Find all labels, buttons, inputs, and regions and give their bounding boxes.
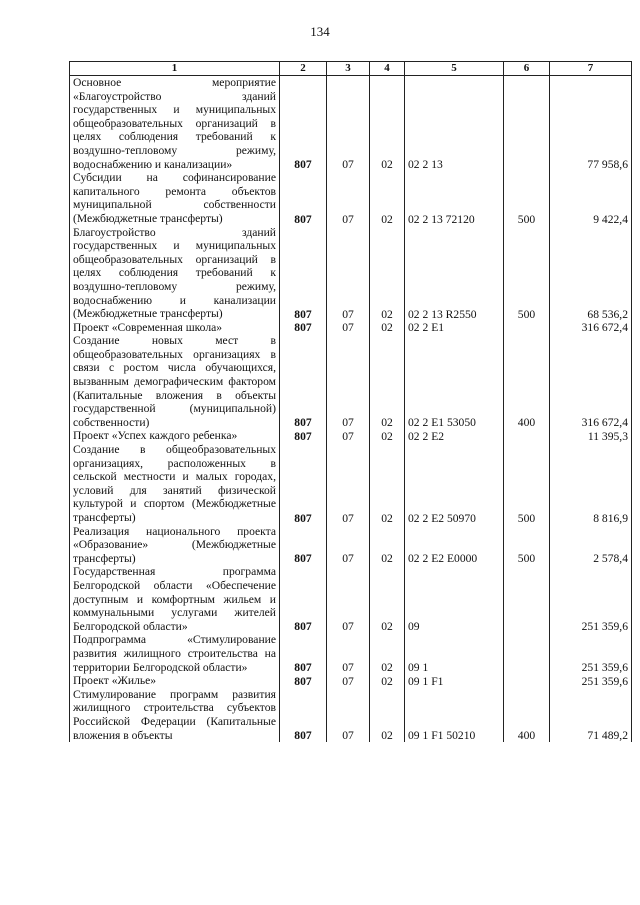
cell-grbs: 807 bbox=[280, 688, 327, 742]
cell-csr: 02 2 13 72120 bbox=[405, 171, 504, 225]
cell-sum: 68 536,2 bbox=[550, 226, 632, 321]
cell-vr bbox=[504, 76, 550, 172]
cell-sum: 71 489,2 bbox=[550, 688, 632, 742]
cell-csr: 02 2 E2 bbox=[405, 429, 504, 443]
cell-name: Создание в общеобразовательных организациях, расположенных в сельской местности и малых городах, условий для занятий физической культурой и спортом (Межбюджетные трансферты) bbox=[70, 443, 280, 525]
table-row bbox=[70, 443, 632, 525]
cell-vr bbox=[504, 674, 550, 688]
cell-pr: 02 bbox=[370, 334, 405, 429]
cell-grbs: 807 bbox=[280, 76, 327, 172]
cell-rz: 07 bbox=[327, 334, 370, 429]
cell-name: Проект «Жилье» bbox=[70, 674, 280, 688]
cell-rz: 07 bbox=[327, 633, 370, 674]
cell-rz: 07 bbox=[327, 429, 370, 443]
cell-sum: 9 422,4 bbox=[550, 171, 632, 225]
cell-vr: 500 bbox=[504, 525, 550, 566]
column-header: 1 bbox=[70, 62, 280, 76]
cell-name: Основное мероприятие «Благоустройство зданий государственных и муниципальных общеобразовательных организаций в целях соблюдения требований к воздушно-тепловому режиму, водоснабжению и канализации» bbox=[70, 76, 280, 172]
cell-csr: 09 1 F1 bbox=[405, 674, 504, 688]
cell-grbs: 807 bbox=[280, 171, 327, 225]
table-row bbox=[70, 429, 632, 443]
column-header: 7 bbox=[550, 62, 632, 76]
table-row bbox=[70, 334, 632, 429]
cell-csr: 02 2 13 bbox=[405, 76, 504, 172]
cell-csr: 09 1 bbox=[405, 633, 504, 674]
cell-vr bbox=[504, 321, 550, 335]
cell-sum: 251 359,6 bbox=[550, 674, 632, 688]
column-header: 3 bbox=[327, 62, 370, 76]
cell-name: Государственная программа Белгородской области «Обеспечение доступным и комфортным жильем и коммунальными услугами жителей Белгородской области» bbox=[70, 565, 280, 633]
cell-pr: 02 bbox=[370, 171, 405, 225]
cell-vr: 500 bbox=[504, 226, 550, 321]
cell-pr: 02 bbox=[370, 321, 405, 335]
table-header-row bbox=[70, 62, 632, 76]
cell-name: Реализация национального проекта «Образование» (Межбюджетные трансферты) bbox=[70, 525, 280, 566]
cell-pr: 02 bbox=[370, 633, 405, 674]
cell-name: Подпрограмма «Стимулирование развития жилищного строительства на территории Белгородской области» bbox=[70, 633, 280, 674]
cell-vr bbox=[504, 565, 550, 633]
cell-rz: 07 bbox=[327, 525, 370, 566]
cell-rz: 07 bbox=[327, 565, 370, 633]
cell-csr: 02 2 E2 50970 bbox=[405, 443, 504, 525]
cell-sum: 251 359,6 bbox=[550, 633, 632, 674]
cell-sum: 2 578,4 bbox=[550, 525, 632, 566]
cell-grbs: 807 bbox=[280, 443, 327, 525]
cell-grbs: 807 bbox=[280, 429, 327, 443]
cell-grbs: 807 bbox=[280, 226, 327, 321]
table-row bbox=[70, 321, 632, 335]
cell-pr: 02 bbox=[370, 76, 405, 172]
cell-grbs: 807 bbox=[280, 633, 327, 674]
cell-rz: 07 bbox=[327, 321, 370, 335]
budget-table bbox=[69, 61, 632, 742]
cell-rz: 07 bbox=[327, 226, 370, 321]
cell-rz: 07 bbox=[327, 76, 370, 172]
cell-vr: 400 bbox=[504, 688, 550, 742]
cell-grbs: 807 bbox=[280, 565, 327, 633]
table-row bbox=[70, 565, 632, 633]
cell-name: Проект «Современная школа» bbox=[70, 321, 280, 335]
cell-rz: 07 bbox=[327, 443, 370, 525]
cell-rz: 07 bbox=[327, 688, 370, 742]
column-header: 4 bbox=[370, 62, 405, 76]
cell-grbs: 807 bbox=[280, 674, 327, 688]
cell-pr: 02 bbox=[370, 688, 405, 742]
cell-csr: 02 2 E1 bbox=[405, 321, 504, 335]
cell-name: Благоустройство зданий государственных и муниципальных общеобразовательных организаций в целях соблюдения требований к воздушно-тепловому режиму, водоснабжению и канализации (Межбюджетные трансферты) bbox=[70, 226, 280, 321]
cell-grbs: 807 bbox=[280, 321, 327, 335]
cell-pr: 02 bbox=[370, 226, 405, 321]
cell-pr: 02 bbox=[370, 674, 405, 688]
cell-grbs: 807 bbox=[280, 334, 327, 429]
table-row bbox=[70, 171, 632, 225]
cell-vr bbox=[504, 633, 550, 674]
table-row bbox=[70, 633, 632, 674]
cell-rz: 07 bbox=[327, 674, 370, 688]
table-row bbox=[70, 674, 632, 688]
cell-name: Стимулирование программ развития жилищного строительства субъектов Российской Федерации (Капитальные вложения в объекты bbox=[70, 688, 280, 742]
cell-csr: 09 bbox=[405, 565, 504, 633]
table-row bbox=[70, 226, 632, 321]
cell-pr: 02 bbox=[370, 565, 405, 633]
cell-sum: 316 672,4 bbox=[550, 321, 632, 335]
cell-csr: 02 2 E2 E0000 bbox=[405, 525, 504, 566]
cell-pr: 02 bbox=[370, 525, 405, 566]
table-row bbox=[70, 525, 632, 566]
cell-name: Субсидии на софинансирование капитального ремонта объектов муниципальной собственности (Межбюджетные трансферты) bbox=[70, 171, 280, 225]
cell-pr: 02 bbox=[370, 443, 405, 525]
table-row bbox=[70, 688, 632, 742]
cell-csr: 09 1 F1 50210 bbox=[405, 688, 504, 742]
cell-name: Создание новых мест в общеобразовательных организациях в связи с ростом числа обучающихся, вызванным демографическим фактором (Капитальные вложения в объекты государственной (муниципальной) собственности) bbox=[70, 334, 280, 429]
page-number: 134 bbox=[310, 24, 330, 39]
cell-vr bbox=[504, 429, 550, 443]
cell-name: Проект «Успех каждого ребенка» bbox=[70, 429, 280, 443]
table-body bbox=[70, 62, 632, 743]
cell-sum: 316 672,4 bbox=[550, 334, 632, 429]
cell-vr: 500 bbox=[504, 171, 550, 225]
table-row bbox=[70, 76, 632, 172]
column-header: 2 bbox=[280, 62, 327, 76]
cell-pr: 02 bbox=[370, 429, 405, 443]
cell-sum: 251 359,6 bbox=[550, 565, 632, 633]
cell-sum: 8 816,9 bbox=[550, 443, 632, 525]
column-header: 5 bbox=[405, 62, 504, 76]
cell-grbs: 807 bbox=[280, 525, 327, 566]
cell-sum: 77 958,6 bbox=[550, 76, 632, 172]
cell-vr: 500 bbox=[504, 443, 550, 525]
cell-sum: 11 395,3 bbox=[550, 429, 632, 443]
column-header: 6 bbox=[504, 62, 550, 76]
cell-vr: 400 bbox=[504, 334, 550, 429]
cell-csr: 02 2 E1 53050 bbox=[405, 334, 504, 429]
cell-rz: 07 bbox=[327, 171, 370, 225]
cell-csr: 02 2 13 R2550 bbox=[405, 226, 504, 321]
